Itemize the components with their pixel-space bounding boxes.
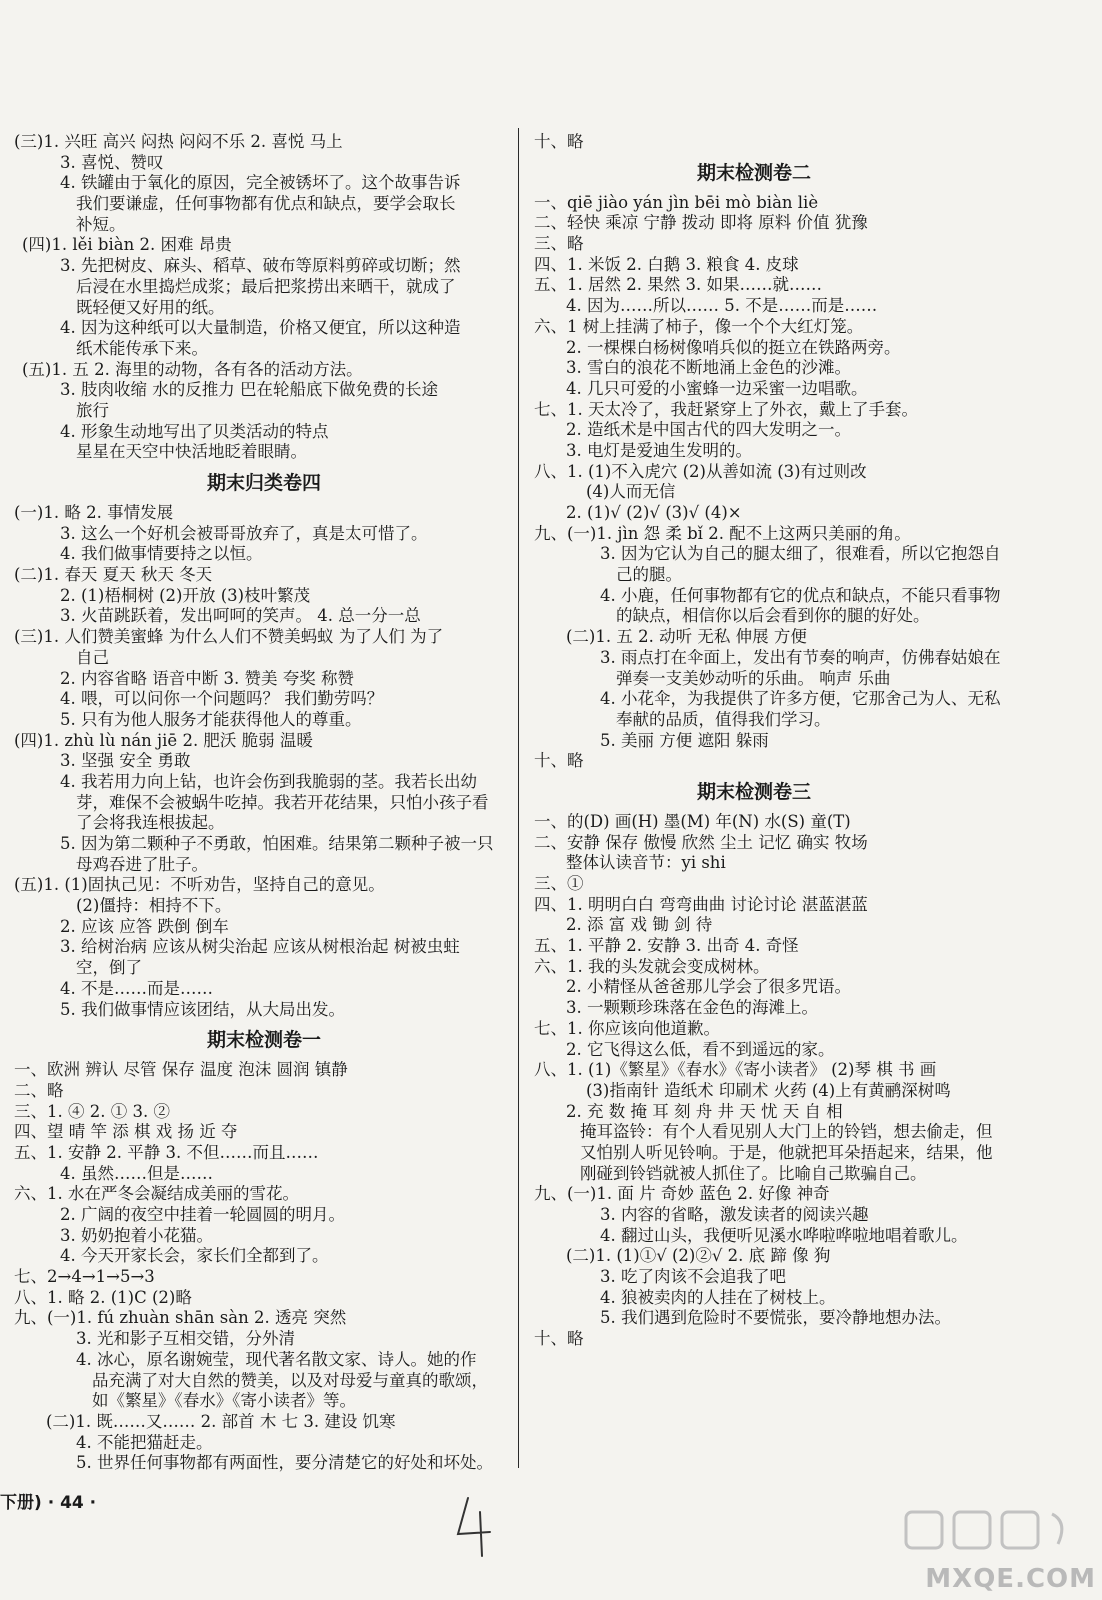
- answer-line: 旅行: [76, 400, 109, 420]
- answer-line: 八、1. (1)不入虎穴 (2)从善如流 (3)有过则改: [534, 461, 867, 481]
- answer-line: 2. 造纸术是中国古代的四大发明之一。: [566, 420, 851, 440]
- answer-line: 4. 不能把猫赶走。: [76, 1432, 213, 1452]
- answer-line: 掩耳盗铃：有个人看见别人大门上的铃铛，想去偷走，但: [580, 1122, 993, 1142]
- answer-line: 补短。: [76, 214, 126, 234]
- answer-line: (2)僵持：相持不下。: [76, 896, 232, 916]
- answer-line: 4. 因为这种纸可以大量制造，价格又便宜，所以这种造: [60, 318, 461, 338]
- answer-line: 奉献的品质，值得我们学习。: [616, 709, 831, 729]
- answer-line: 3. 一颗颗珍珠落在金色的海滩上。: [566, 998, 818, 1018]
- answer-line: 一、的(D) 画(H) 墨(M) 年(N) 水(S) 童(T): [534, 811, 851, 831]
- column-divider: [518, 128, 519, 1468]
- section-title: 期末检测卷二: [696, 161, 811, 184]
- answer-line: 3. 光和影子互相交错，分外清: [76, 1329, 295, 1349]
- answer-line: 己的腿。: [616, 565, 682, 585]
- answer-line: 4. 形象生动地写出了贝类活动的特点: [60, 421, 329, 441]
- answer-line: 2. (1)√ (2)√ (3)√ (4)×: [566, 503, 742, 522]
- answer-line: 2. 一棵棵白杨树像哨兵似的挺立在铁路两旁。: [566, 337, 901, 357]
- right-column: [534, 132, 1001, 1350]
- answer-line: 弹奏一支美妙动听的乐曲。 响声 乐曲: [616, 668, 891, 688]
- answer-line: 4. 翻过山头，我便听见溪水哗啦哗啦地唱着歌儿。: [600, 1225, 968, 1245]
- answer-line: 刚碰到铃铛就被人抓住了。比喻自己欺骗自己。: [580, 1163, 927, 1183]
- answer-line: (二)1. (1)①√ (2)②√ 2. 底 蹄 像 狗: [566, 1246, 831, 1266]
- answer-line: 4. 我们做事情要持之以恒。: [60, 544, 263, 564]
- answer-line: 了会将我连根拔起。: [76, 813, 225, 833]
- answer-line: 母鸡吞进了肚子。: [76, 854, 208, 874]
- answer-line: 二、安静 保存 傲慢 欣然 尘土 记忆 确实 牧场: [534, 832, 868, 852]
- answer-line: 六、1 树上挂满了柿子，像一个个大红灯笼。: [534, 316, 864, 336]
- answer-line: 三、略: [534, 234, 584, 254]
- watermark-text: MXQE.COM: [925, 1564, 1096, 1594]
- answer-line: 既轻便又好用的纸。: [76, 297, 225, 317]
- answer-line: 5. 只有为他人服务才能获得他人的尊重。: [60, 709, 362, 729]
- answer-line: (4)人而无信: [586, 482, 676, 502]
- answer-line: 3. 因为它认为自己的腿太细了，很难看，所以它抱怨自: [600, 544, 1001, 564]
- answer-line: 九、(一)1. jìn 怨 柔 bǐ 2. 配不上这两只美丽的角。: [534, 523, 911, 543]
- answer-line: 三、1. ④ 2. ① 3. ②: [14, 1101, 170, 1121]
- answer-line: 五、1. 居然 2. 果然 3. 如果……就……: [534, 275, 822, 295]
- answer-line: 3. 奶奶抱着小花猫。: [60, 1225, 213, 1245]
- answer-line: 3. 火苗跳跃着，发出呵呵的笑声。 4. 总一分一总: [60, 606, 421, 626]
- answer-line: (二)1. 既……又…… 2. 部首 木 七 3. 建设 饥寒: [46, 1411, 396, 1431]
- answer-line: 六、1. 水在严冬会凝结成美丽的雪花。: [14, 1184, 299, 1204]
- answer-line: 五、1. 安静 2. 平静 3. 不但……而且……: [14, 1142, 319, 1162]
- answer-line: 纸术能传承下来。: [76, 338, 208, 358]
- answer-line: 5. 世界任何事物都有两面性，要分清楚它的好处和坏处。: [76, 1453, 493, 1473]
- answer-line: 3. 先把树皮、麻头、稻草、破布等原料剪碎或切断；然: [60, 256, 461, 276]
- answer-line: 又怕别人听见铃响。于是，他就把耳朵捂起来，结果，他: [580, 1142, 993, 1162]
- answer-line: 2. 内容省略 语音中断 3. 赞美 夸奖 称赞: [60, 668, 354, 688]
- answer-line: 十、略: [534, 751, 584, 771]
- answer-line: 2. 广阔的夜空中挂着一轮圆圆的明月。: [60, 1205, 345, 1224]
- answer-line: 5. 美丽 方便 遮阳 躲雨: [600, 730, 769, 750]
- answer-line: 4. 不是……而是……: [60, 978, 213, 998]
- answer-line: (三)1. 人们赞美蜜蜂 为什么人们不赞美蚂蚁 为了人们 为了: [14, 627, 444, 647]
- answer-line: 四、望 晴 竿 添 棋 戏 扬 近 夺: [14, 1122, 238, 1142]
- answer-line: 我们要谦虚，任何事物都有优点和缺点，要学会取长: [76, 194, 456, 214]
- answer-line: (二)1. 五 2. 动听 无私 伸展 方便: [566, 627, 807, 647]
- answer-line: 三、①: [534, 874, 584, 893]
- section-title: 期末检测卷三: [696, 780, 811, 803]
- answer-line: (3)指南针 造纸术 印刷术 火药 (4)上有黄鹂深树鸣: [586, 1080, 951, 1100]
- answer-line: 3. 肢肉收缩 水的反推力 巴在轮船底下做免费的长途: [60, 380, 438, 400]
- answer-line: 4. 喂，可以问你一个问题吗？ 我们勤劳吗？: [60, 689, 384, 709]
- answer-line: 八、1. (1)《繁星》《春水》《寄小读者》 (2)琴 棋 书 画: [534, 1060, 937, 1080]
- answer-line: 4. 我若用力向上钻，也许会伤到我脆弱的茎。我若长出幼: [60, 771, 477, 791]
- answer-line: 4. 因为……所以…… 5. 不是……而是……: [566, 296, 878, 316]
- answer-line: 如《繁星》《春水》《寄小读者》等。: [92, 1391, 356, 1411]
- answer-line: 一、qiē jiào yán jìn bēi mò biàn liè: [534, 192, 819, 212]
- answer-line: 空，倒了: [76, 958, 142, 978]
- answer-line: 2. 应该 应答 跌倒 倒车: [60, 916, 229, 936]
- answer-line: 4. 几只可爱的小蜜蜂一边采蜜一边唱歌。: [566, 378, 868, 398]
- left-column: [14, 132, 514, 1474]
- answer-line: 3. 坚强 安全 勇敢: [60, 751, 191, 771]
- answer-line: 3. 这么一个好机会被哥哥放弃了，真是太可惜了。: [60, 523, 428, 543]
- answer-line: 整体认读音节：yi shi: [566, 853, 726, 873]
- answer-line: 4. 狼被卖肉的人挂在了树枝上。: [600, 1287, 836, 1307]
- page-number: 下册) · 44 ·: [0, 1493, 97, 1513]
- answer-line: 四、1. 米饭 2. 白鹅 3. 粮食 4. 皮球: [534, 254, 799, 274]
- answer-line: 自己: [76, 647, 109, 667]
- answer-line: 芽，难保不会被蜗牛吃掉。我若开花结果，只怕小孩子看: [76, 792, 489, 812]
- answer-line: 2. 它飞得这么低，看不到遥远的家。: [566, 1039, 835, 1059]
- answer-line: 4. 今天开家长会，家长们全都到了。: [60, 1246, 329, 1266]
- answer-line: (四)1. zhù lù nán jiē 2. 肥沃 脆弱 温暖: [14, 730, 313, 750]
- answer-line: (一)1. 略 2. 事情发展: [14, 503, 174, 522]
- answer-line: 五、1. 平静 2. 安静 3. 出奇 4. 奇怪: [534, 936, 799, 956]
- answer-line: 4. 冰心，原名谢婉莹，现代著名散文家、诗人。她的作: [76, 1349, 477, 1369]
- handwritten-mark: [452, 1494, 494, 1558]
- answer-line: (二)1. 春天 夏天 秋天 冬天: [14, 565, 213, 585]
- answer-line: 4. 铁罐由于氧化的原因，完全被锈坏了。这个故事告诉: [60, 173, 461, 193]
- answer-line: (五)1. 五 2. 海里的动物，各有各的活动方法。: [22, 359, 363, 379]
- answer-line: 七、1. 你应该向他道歉。: [534, 1018, 720, 1038]
- answer-line: 四、1. 明明白白 弯弯曲曲 讨论讨论 湛蓝湛蓝: [534, 894, 868, 914]
- answer-line: 2. 充 数 掩 耳 刻 舟 井 天 忧 天 自 相: [566, 1101, 843, 1121]
- answer-line: 3. 雪白的浪花不断地涌上金色的沙滩。: [566, 358, 851, 378]
- answer-line: 十、略: [534, 132, 584, 151]
- answer-line: (四)1. lěi biàn 2. 困难 昂贵: [22, 235, 232, 255]
- answer-line: 一、欧洲 辨认 尽管 保存 温度 泡沫 圆润 镇静: [14, 1060, 348, 1080]
- answer-line: 3. 给树治病 应该从树尖治起 应该从树根治起 树被虫蛀: [60, 937, 460, 957]
- answer-line: 3. 雨点打在伞面上，发出有节奏的响声，仿佛春姑娘在: [600, 647, 1001, 667]
- answer-line: 七、1. 天太冷了，我赶紧穿上了外衣，戴上了手套。: [534, 399, 918, 419]
- answer-line: 2. 添 富 戏 锄 剑 待: [566, 915, 713, 935]
- answer-line: 的缺点，相信你以后会看到你的腿的好处。: [616, 606, 930, 626]
- answer-line: 4. 小鹿，任何事物都有它的优点和缺点，不能只看事物: [600, 585, 1001, 605]
- answer-line: 八、1. 略 2. (1)C (2)略: [14, 1287, 192, 1307]
- answer-line: 3. 喜悦、赞叹: [60, 152, 164, 172]
- section-title: 期末检测卷一: [206, 1029, 321, 1052]
- answer-line: 5. 因为第二颗种子不勇敢，怕困难。结果第二颗种子被一只: [60, 834, 494, 853]
- answer-line: (五)1. (1)固执己见：不听劝告，坚持自己的意见。: [14, 875, 385, 895]
- answer-line: 六、1. 我的头发就会变成树林。: [534, 956, 770, 976]
- answer-line: 品充满了对大自然的赞美，以及对母爱与童真的歌颂，: [92, 1370, 488, 1390]
- answer-line: 二、轻快 乘凉 宁静 拨动 即将 原料 价值 犹豫: [534, 213, 868, 233]
- section-title: 期末归类卷四: [206, 472, 321, 494]
- answer-line: 星星在天空中快活地眨着眼睛。: [76, 442, 307, 462]
- answer-line: 4. 小花伞，为我提供了许多方便，它那舍己为人、无私: [600, 689, 1001, 709]
- answer-line: 2. 小精怪从爸爸那儿学会了很多咒语。: [566, 977, 851, 997]
- answer-line: 后浸在水里捣烂成浆；最后把浆捞出来晒干，就成了: [76, 276, 456, 296]
- answer-line: 4. 虽然……但是……: [60, 1163, 213, 1183]
- answer-line: 九、(一)1. fú zhuàn shān sàn 2. 透亮 突然: [14, 1308, 347, 1328]
- answer-line: 2. (1)梧桐树 (2)开放 (3)枝叶繁茂: [60, 585, 311, 605]
- answer-line: 十、略: [534, 1329, 584, 1349]
- answer-line: 3. 吃了肉该不会追我了吧: [600, 1267, 786, 1287]
- answer-line: 3. 电灯是爱迪生发明的。: [566, 440, 752, 460]
- answer-line: 5. 我们遇到危险时不要慌张，要冷静地想办法。: [600, 1308, 951, 1328]
- answer-line: 5. 我们做事情应该团结，从大局出发。: [60, 999, 345, 1019]
- answer-line: 二、略: [14, 1080, 64, 1100]
- answer-line: 九、(一)1. 面 片 奇妙 蓝色 2. 好像 神奇: [534, 1184, 830, 1204]
- answer-line: 七、2→4→1→5→3: [14, 1267, 155, 1287]
- answer-line: 3. 内容的省略，激发读者的阅读兴趣: [600, 1205, 869, 1224]
- answer-line: (三)1. 兴旺 高兴 闷热 闷闷不乐 2. 喜悦 马上: [14, 132, 343, 151]
